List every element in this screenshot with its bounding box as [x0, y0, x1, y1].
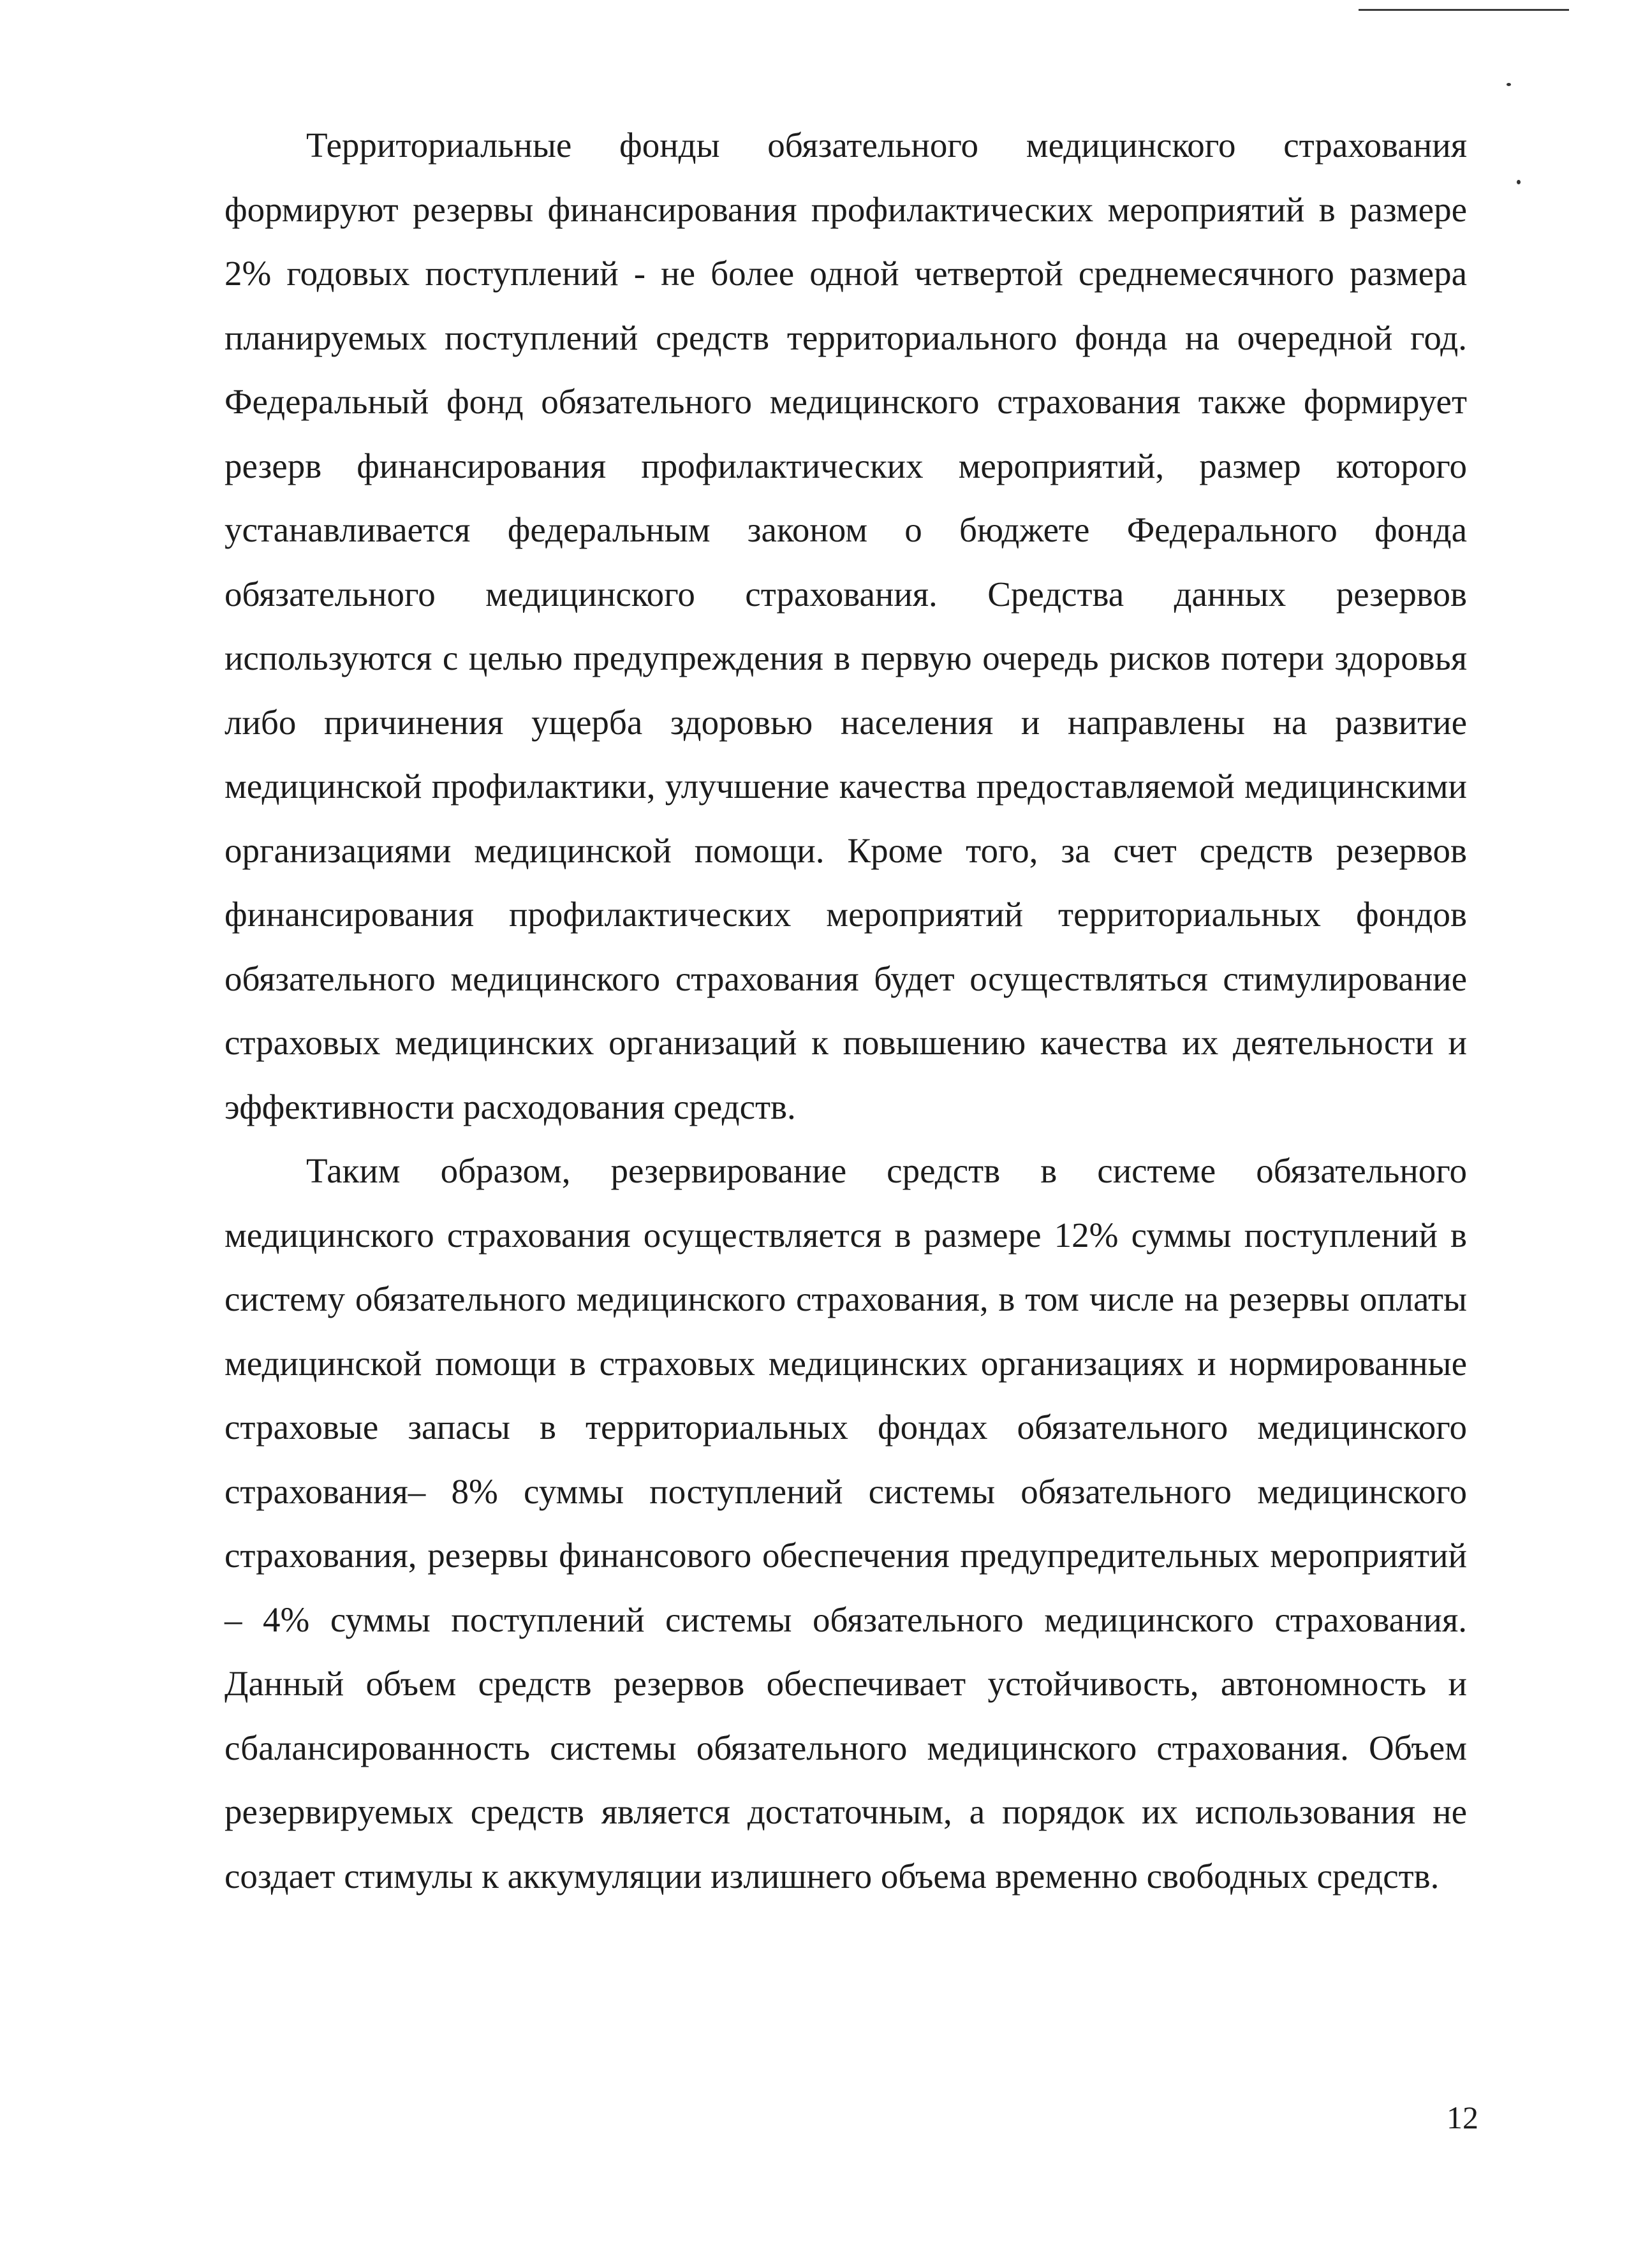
scan-speck	[1507, 83, 1511, 86]
paragraph: Таким образом, резервирование средств в системе обязательного медицинского страхования осуществляется в размере 12% суммы поступлений в систему обязательного медицинского страхования, в том числе на резервы оплаты медицинской помощи в страховых медицинских организациях и нормированные страховые запасы в территориальных фондах обязательного медицинского страхования– 8% суммы поступлений системы обязательного медицинского страхования, резервы финансового обеспечения предупредительных мероприятий – 4% суммы поступлений системы обязательного медицинского страхования. Данный объем средств резервов обеспечивает устойчивость, автономность и сбалансированность системы обязательного медицинского страхования. Объем резервируемых средств является достаточным, а порядок их использования не создает стимулы к аккумуляции излишнего объема временно свободных средств.	[225, 1151, 1467, 1896]
paragraph: Территориальные фонды обязательного медицинского страхования формируют резервы финансирования профилактических мероприятий в размере 2% годовых поступлений - не более одной четвертой среднемесячного размера планируемых поступлений средств территориального фонда на очередной год. Федеральный фонд обязательного медицинского страхования также формирует резерв финансирования профилактических мероприятий, размер которого устанавливается федеральным законом о бюджете Федерального фонда обязательного медицинского страхования. Средства данных резервов используются с целью предупреждения в первую очередь рисков потери здоровья либо причинения ущерба здоровью населения и направлены на развитие медицинской профилактики, улучшение качества предоставляемой медицинскими организациями медицинской помощи. Кроме того, за счет средств резервов финансирования профилактических мероприятий территориальных фондов обязательного медицинского страхования будет осуществляться стимулирование страховых медицинских организаций к повышению качества их деятельности и эффективности расходования средств.	[225, 126, 1467, 1126]
page-body	[225, 114, 1467, 1908]
page-number: 12	[1447, 2100, 1478, 2135]
scan-speck	[1517, 180, 1521, 184]
scan-edge-line	[1359, 9, 1569, 11]
